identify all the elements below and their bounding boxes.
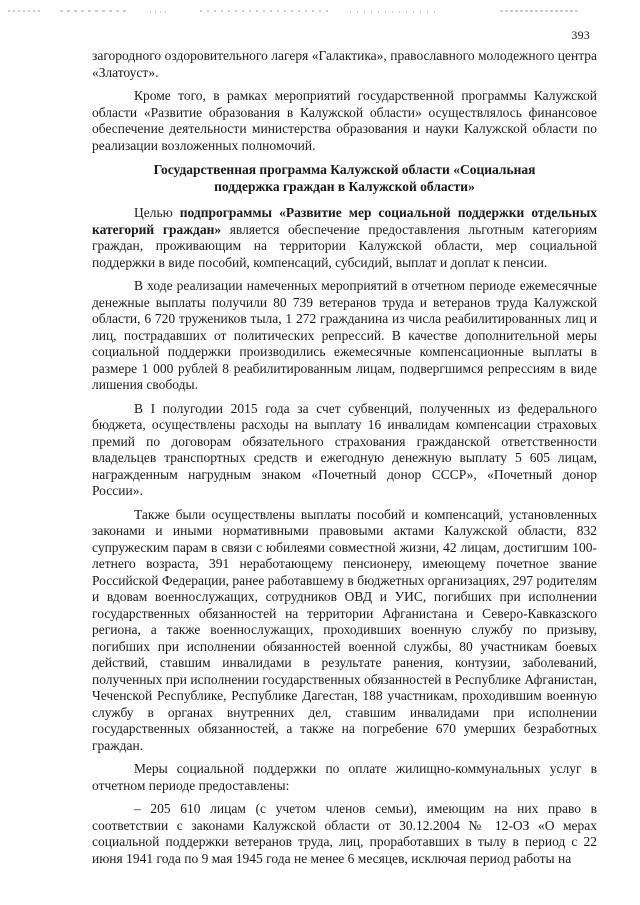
subprogram-goal-rest: является обеспечение предоставления льготным категориям граждан, проживающим на территории Калужской области, мер социальной поддержки в виде пособий, компенсаций, субсидий, выплат и доплат к пенсии. (92, 221, 597, 270)
paragraph-continuation: загородного оздоровительного лагеря «Галактика», православного молодежного центра «Златоуст». (92, 48, 597, 80)
paragraph-housing-support: Меры социальной поддержки по оплате жилищно-коммунальных услуг в отчетном периоде предоставлены: (92, 761, 597, 793)
paragraph-housing-recipients: – 205 610 лицам (с учетом членов семьи), имеющим на них право в соответствии с законами Калужской области от 30.12.2004 № 12-ОЗ «О мерах социальной поддержки ветеранов труда, лиц, проработавших в тылу в период с 22 июня 1941 года по 9 мая 1945 года не менее 6 месяцев, исключая период работы на (92, 801, 597, 866)
scan-header-artifact (0, 6, 640, 16)
document-body (92, 48, 597, 874)
page-number: 393 (571, 28, 590, 42)
subprogram-name: подпрограммы «Развитие мер социальной поддержки отдельных категорий граждан» (92, 205, 597, 237)
paragraph-benefits-compensations: Также были осуществлены выплаты пособий и компенсаций, установленных законами и иными нормативными правовыми актами Калужской области, 832 супружеским парам в связи с юбилеями совместной жизни, 42 лицам, достигшим 100-летнего возраста, 391 неработающему пенсионеру, имеющему почетное звание Российской Федерации, ранее работавшему в бюджетных организациях, 297 родителям и вдовам военнослужащих, сотрудников ОВД и УИС, погибших при исполнении государственных обязанностей на территории Афганистана и Северо-Кавказского региона, а также военнослужащих, проходивших военную службу по призыву, погибших при исполнении обязанностей военной службы, 80 участникам боевых действий, ставшим инвалидами в результате ранения, контузии, заболеваний, полученных при исполнении государственных обязанностей в Республике Афганистан, Чеченской Республике, Республике Дагестан, 188 участникам, проходившим военную службу в органах внутренних дел, ставшим инвалидами при исполнении государственных обязанностей, а также на погребение 670 умерших безработных граждан. (92, 506, 597, 753)
section-title: Государственная программа Калужской области «Социальная поддержка граждан в Калужской области» (153, 162, 536, 194)
subprogram-goal-lead: Целью (134, 205, 180, 220)
paragraph-education-program: Кроме того, в рамках мероприятий государственной программы Калужской области «Развитие образования в Калужской области» осуществлялось финансовое обеспечение деятельности министерства образования и науки Калужской области по реализации возложенных полномочий. (92, 88, 597, 153)
paragraph-monthly-payments: В ходе реализации намеченных мероприятий в отчетном периоде ежемесячные денежные выплаты получили 80 739 ветеранов труда и ветеранов труда Калужской области, 6 720 тружеников тыла, 1 272 гражданина из числа реабилитированных лиц и лиц, пострадавших от политических репрессий. В качестве дополнительной меры социальной поддержки производились ежемесячные компенсационные выплаты в размере 1 000 рублей 8 реабилитированным лицам, подвергшимся репрессиям в виде лишения свободы. (92, 278, 597, 392)
paragraph-subprogram-goal (92, 205, 597, 271)
paragraph-federal-subventions: В I полугодии 2015 года за счет субвенций, полученных из федерального бюджета, осуществлены расходы на выплату 16 инвалидам компенсации страховых премий по договорам обязательного страхования гражданской ответственности владельцев транспортных средств и ежегодную денежную выплату 5 605 лицам, награжденным нагрудным знаком «Почетный донор СССР», «Почетный донор России». (92, 400, 597, 498)
